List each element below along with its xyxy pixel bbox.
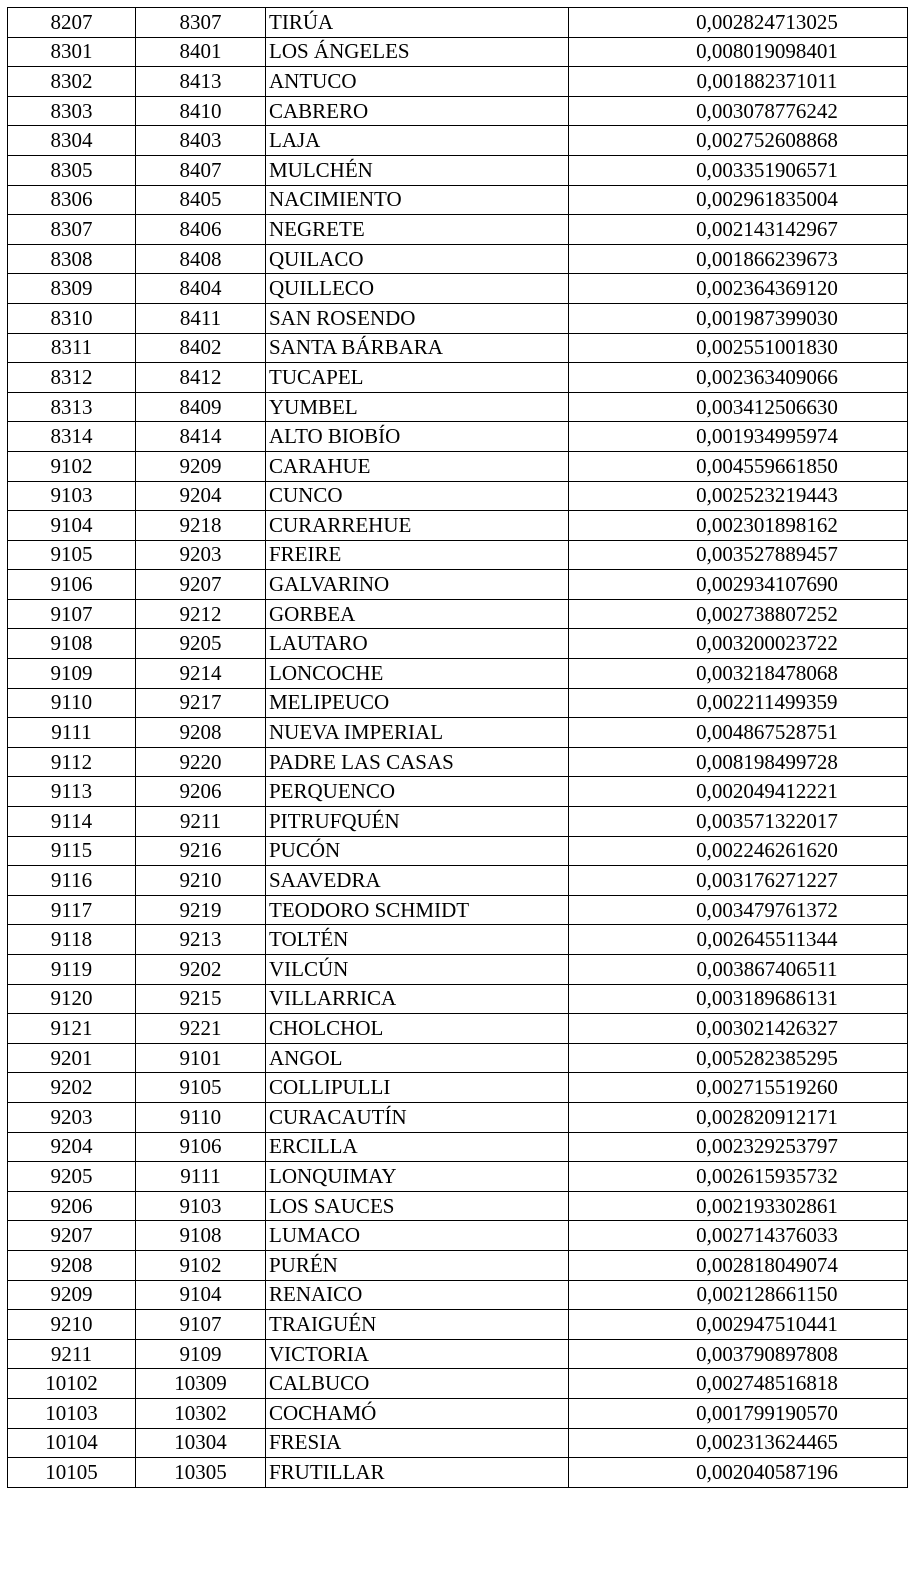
table-row bbox=[8, 629, 908, 659]
new-code-cell: 9109 bbox=[136, 1339, 266, 1369]
new-code-cell: 9202 bbox=[136, 955, 266, 985]
commune-name-cell: PUCÓN bbox=[266, 836, 569, 866]
old-code-cell: 8311 bbox=[8, 333, 136, 363]
table-row bbox=[8, 659, 908, 689]
coefficient-cell: 0,003021426327 bbox=[569, 1014, 908, 1044]
new-code-cell: 8402 bbox=[136, 333, 266, 363]
new-code-cell: 9103 bbox=[136, 1191, 266, 1221]
old-code-cell: 9111 bbox=[8, 718, 136, 748]
table-row bbox=[8, 807, 908, 837]
coefficient-cell: 0,001799190570 bbox=[569, 1398, 908, 1428]
new-code-cell: 9217 bbox=[136, 688, 266, 718]
new-code-cell: 9213 bbox=[136, 925, 266, 955]
old-code-cell: 9208 bbox=[8, 1250, 136, 1280]
coefficient-cell: 0,002193302861 bbox=[569, 1191, 908, 1221]
commune-name-cell: ANTUCO bbox=[266, 67, 569, 97]
old-code-cell: 9116 bbox=[8, 866, 136, 896]
new-code-cell: 9216 bbox=[136, 836, 266, 866]
commune-name-cell: ANGOL bbox=[266, 1043, 569, 1073]
old-code-cell: 9210 bbox=[8, 1310, 136, 1340]
table-row bbox=[8, 126, 908, 156]
new-code-cell: 8405 bbox=[136, 185, 266, 215]
table-row bbox=[8, 955, 908, 985]
table-row bbox=[8, 718, 908, 748]
commune-name-cell: RENAICO bbox=[266, 1280, 569, 1310]
commune-name-cell: LAJA bbox=[266, 126, 569, 156]
table-row bbox=[8, 96, 908, 126]
new-code-cell: 10304 bbox=[136, 1428, 266, 1458]
coefficient-cell: 0,003479761372 bbox=[569, 895, 908, 925]
old-code-cell: 8312 bbox=[8, 363, 136, 393]
commune-name-cell: PERQUENCO bbox=[266, 777, 569, 807]
commune-name-cell: PADRE LAS CASAS bbox=[266, 747, 569, 777]
coefficient-cell: 0,003189686131 bbox=[569, 984, 908, 1014]
commune-name-cell: LOS SAUCES bbox=[266, 1191, 569, 1221]
old-code-cell: 9102 bbox=[8, 451, 136, 481]
coefficient-cell: 0,002128661150 bbox=[569, 1280, 908, 1310]
new-code-cell: 8404 bbox=[136, 274, 266, 304]
new-code-cell: 8410 bbox=[136, 96, 266, 126]
new-code-cell: 9212 bbox=[136, 599, 266, 629]
old-code-cell: 9211 bbox=[8, 1339, 136, 1369]
old-code-cell: 8309 bbox=[8, 274, 136, 304]
commune-name-cell: VILLARRICA bbox=[266, 984, 569, 1014]
old-code-cell: 9120 bbox=[8, 984, 136, 1014]
table-row bbox=[8, 1102, 908, 1132]
table-row bbox=[8, 451, 908, 481]
old-code-cell: 8301 bbox=[8, 37, 136, 67]
coefficient-cell: 0,002551001830 bbox=[569, 333, 908, 363]
old-code-cell: 8306 bbox=[8, 185, 136, 215]
old-code-cell: 10105 bbox=[8, 1458, 136, 1488]
new-code-cell: 9220 bbox=[136, 747, 266, 777]
commune-name-cell: NACIMIENTO bbox=[266, 185, 569, 215]
coefficient-cell: 0,004559661850 bbox=[569, 451, 908, 481]
commune-name-cell: LOS ÁNGELES bbox=[266, 37, 569, 67]
table-row bbox=[8, 1014, 908, 1044]
new-code-cell: 9110 bbox=[136, 1102, 266, 1132]
old-code-cell: 9118 bbox=[8, 925, 136, 955]
new-code-cell: 9218 bbox=[136, 511, 266, 541]
old-code-cell: 8313 bbox=[8, 392, 136, 422]
table-row bbox=[8, 1073, 908, 1103]
coefficient-cell: 0,002947510441 bbox=[569, 1310, 908, 1340]
old-code-cell: 9203 bbox=[8, 1102, 136, 1132]
old-code-cell: 8307 bbox=[8, 215, 136, 245]
table-row bbox=[8, 37, 908, 67]
commune-name-cell: CUNCO bbox=[266, 481, 569, 511]
coefficient-cell: 0,002738807252 bbox=[569, 599, 908, 629]
table-row bbox=[8, 333, 908, 363]
coefficient-cell: 0,002748516818 bbox=[569, 1369, 908, 1399]
old-code-cell: 9110 bbox=[8, 688, 136, 718]
old-code-cell: 9206 bbox=[8, 1191, 136, 1221]
coefficient-cell: 0,002329253797 bbox=[569, 1132, 908, 1162]
new-code-cell: 9105 bbox=[136, 1073, 266, 1103]
commune-name-cell: VILCÚN bbox=[266, 955, 569, 985]
commune-name-cell: FRESIA bbox=[266, 1428, 569, 1458]
commune-name-cell: SAAVEDRA bbox=[266, 866, 569, 896]
old-code-cell: 8305 bbox=[8, 155, 136, 185]
coefficient-cell: 0,003176271227 bbox=[569, 866, 908, 896]
old-code-cell: 9113 bbox=[8, 777, 136, 807]
new-code-cell: 9205 bbox=[136, 629, 266, 659]
old-code-cell: 10102 bbox=[8, 1369, 136, 1399]
new-code-cell: 9102 bbox=[136, 1250, 266, 1280]
coefficient-cell: 0,003790897808 bbox=[569, 1339, 908, 1369]
table-row bbox=[8, 1132, 908, 1162]
new-code-cell: 8408 bbox=[136, 244, 266, 274]
table-row bbox=[8, 1191, 908, 1221]
table-row bbox=[8, 1458, 908, 1488]
coefficient-cell: 0,002961835004 bbox=[569, 185, 908, 215]
table-row bbox=[8, 155, 908, 185]
new-code-cell: 9206 bbox=[136, 777, 266, 807]
commune-name-cell: CURACAUTÍN bbox=[266, 1102, 569, 1132]
commune-name-cell: ALTO BIOBÍO bbox=[266, 422, 569, 452]
new-code-cell: 9209 bbox=[136, 451, 266, 481]
commune-name-cell: PITRUFQUÉN bbox=[266, 807, 569, 837]
coefficient-cell: 0,003527889457 bbox=[569, 540, 908, 570]
table-row bbox=[8, 8, 908, 38]
table-row bbox=[8, 1310, 908, 1340]
table-row bbox=[8, 984, 908, 1014]
coefficient-cell: 0,001934995974 bbox=[569, 422, 908, 452]
new-code-cell: 8411 bbox=[136, 303, 266, 333]
new-code-cell: 8413 bbox=[136, 67, 266, 97]
commune-name-cell: NUEVA IMPERIAL bbox=[266, 718, 569, 748]
commune-name-cell: MELIPEUCO bbox=[266, 688, 569, 718]
new-code-cell: 8409 bbox=[136, 392, 266, 422]
coefficient-cell: 0,002301898162 bbox=[569, 511, 908, 541]
coefficient-cell: 0,008019098401 bbox=[569, 37, 908, 67]
new-code-cell: 9214 bbox=[136, 659, 266, 689]
coefficient-cell: 0,002211499359 bbox=[569, 688, 908, 718]
coefficient-cell: 0,002364369120 bbox=[569, 274, 908, 304]
old-code-cell: 9104 bbox=[8, 511, 136, 541]
coefficient-cell: 0,002246261620 bbox=[569, 836, 908, 866]
new-code-cell: 9211 bbox=[136, 807, 266, 837]
table-row bbox=[8, 688, 908, 718]
table-row bbox=[8, 422, 908, 452]
commune-name-cell: TIRÚA bbox=[266, 8, 569, 38]
table-row bbox=[8, 303, 908, 333]
coefficient-cell: 0,002645511344 bbox=[569, 925, 908, 955]
coefficient-cell: 0,002143142967 bbox=[569, 215, 908, 245]
table-row bbox=[8, 570, 908, 600]
commune-name-cell: FRUTILLAR bbox=[266, 1458, 569, 1488]
coefficient-cell: 0,008198499728 bbox=[569, 747, 908, 777]
coefficient-cell: 0,003412506630 bbox=[569, 392, 908, 422]
old-code-cell: 9209 bbox=[8, 1280, 136, 1310]
old-code-cell: 9204 bbox=[8, 1132, 136, 1162]
table-row bbox=[8, 274, 908, 304]
coefficient-cell: 0,002049412221 bbox=[569, 777, 908, 807]
table-row bbox=[8, 363, 908, 393]
commune-name-cell: TRAIGUÉN bbox=[266, 1310, 569, 1340]
old-code-cell: 9112 bbox=[8, 747, 136, 777]
coefficient-cell: 0,001866239673 bbox=[569, 244, 908, 274]
old-code-cell: 9202 bbox=[8, 1073, 136, 1103]
old-code-cell: 9205 bbox=[8, 1162, 136, 1192]
commune-coefficient-table bbox=[7, 7, 908, 1488]
new-code-cell: 9101 bbox=[136, 1043, 266, 1073]
old-code-cell: 8314 bbox=[8, 422, 136, 452]
commune-name-cell: COCHAMÓ bbox=[266, 1398, 569, 1428]
coefficient-cell: 0,001882371011 bbox=[569, 67, 908, 97]
new-code-cell: 9104 bbox=[136, 1280, 266, 1310]
coefficient-cell: 0,002824713025 bbox=[569, 8, 908, 38]
table-row bbox=[8, 1280, 908, 1310]
commune-name-cell: CALBUCO bbox=[266, 1369, 569, 1399]
new-code-cell: 9210 bbox=[136, 866, 266, 896]
table-body bbox=[8, 8, 908, 1488]
table-row bbox=[8, 1043, 908, 1073]
coefficient-cell: 0,002715519260 bbox=[569, 1073, 908, 1103]
new-code-cell: 8412 bbox=[136, 363, 266, 393]
old-code-cell: 9201 bbox=[8, 1043, 136, 1073]
new-code-cell: 9108 bbox=[136, 1221, 266, 1251]
commune-name-cell: QUILACO bbox=[266, 244, 569, 274]
coefficient-cell: 0,002040587196 bbox=[569, 1458, 908, 1488]
table-row bbox=[8, 1162, 908, 1192]
commune-name-cell: LAUTARO bbox=[266, 629, 569, 659]
commune-name-cell: LONCOCHE bbox=[266, 659, 569, 689]
data-table-container bbox=[7, 7, 908, 1488]
commune-name-cell: NEGRETE bbox=[266, 215, 569, 245]
old-code-cell: 8303 bbox=[8, 96, 136, 126]
new-code-cell: 9208 bbox=[136, 718, 266, 748]
coefficient-cell: 0,003078776242 bbox=[569, 96, 908, 126]
new-code-cell: 8414 bbox=[136, 422, 266, 452]
commune-name-cell: TEODORO SCHMIDT bbox=[266, 895, 569, 925]
table-row bbox=[8, 392, 908, 422]
coefficient-cell: 0,002752608868 bbox=[569, 126, 908, 156]
commune-name-cell: TUCAPEL bbox=[266, 363, 569, 393]
table-row bbox=[8, 481, 908, 511]
new-code-cell: 9221 bbox=[136, 1014, 266, 1044]
table-row bbox=[8, 511, 908, 541]
new-code-cell: 9111 bbox=[136, 1162, 266, 1192]
table-row bbox=[8, 1250, 908, 1280]
commune-name-cell: QUILLECO bbox=[266, 274, 569, 304]
coefficient-cell: 0,002615935732 bbox=[569, 1162, 908, 1192]
old-code-cell: 8302 bbox=[8, 67, 136, 97]
coefficient-cell: 0,001987399030 bbox=[569, 303, 908, 333]
commune-name-cell: LONQUIMAY bbox=[266, 1162, 569, 1192]
commune-name-cell: LUMACO bbox=[266, 1221, 569, 1251]
table-row bbox=[8, 1339, 908, 1369]
commune-name-cell: MULCHÉN bbox=[266, 155, 569, 185]
commune-name-cell: CURARREHUE bbox=[266, 511, 569, 541]
old-code-cell: 8308 bbox=[8, 244, 136, 274]
new-code-cell: 9107 bbox=[136, 1310, 266, 1340]
new-code-cell: 8406 bbox=[136, 215, 266, 245]
commune-name-cell: CABRERO bbox=[266, 96, 569, 126]
table-row bbox=[8, 1428, 908, 1458]
table-row bbox=[8, 185, 908, 215]
old-code-cell: 9121 bbox=[8, 1014, 136, 1044]
commune-name-cell: ERCILLA bbox=[266, 1132, 569, 1162]
coefficient-cell: 0,002714376033 bbox=[569, 1221, 908, 1251]
old-code-cell: 9115 bbox=[8, 836, 136, 866]
old-code-cell: 9117 bbox=[8, 895, 136, 925]
old-code-cell: 9103 bbox=[8, 481, 136, 511]
old-code-cell: 9108 bbox=[8, 629, 136, 659]
commune-name-cell: COLLIPULLI bbox=[266, 1073, 569, 1103]
table-row bbox=[8, 1369, 908, 1399]
coefficient-cell: 0,002818049074 bbox=[569, 1250, 908, 1280]
table-row bbox=[8, 215, 908, 245]
coefficient-cell: 0,003218478068 bbox=[569, 659, 908, 689]
coefficient-cell: 0,005282385295 bbox=[569, 1043, 908, 1073]
old-code-cell: 9105 bbox=[8, 540, 136, 570]
table-row bbox=[8, 747, 908, 777]
table-row bbox=[8, 777, 908, 807]
old-code-cell: 10104 bbox=[8, 1428, 136, 1458]
table-row bbox=[8, 836, 908, 866]
coefficient-cell: 0,002934107690 bbox=[569, 570, 908, 600]
commune-name-cell: GALVARINO bbox=[266, 570, 569, 600]
new-code-cell: 9204 bbox=[136, 481, 266, 511]
commune-name-cell: TOLTÉN bbox=[266, 925, 569, 955]
coefficient-cell: 0,002523219443 bbox=[569, 481, 908, 511]
old-code-cell: 10103 bbox=[8, 1398, 136, 1428]
old-code-cell: 9114 bbox=[8, 807, 136, 837]
coefficient-cell: 0,003867406511 bbox=[569, 955, 908, 985]
table-row bbox=[8, 540, 908, 570]
new-code-cell: 8407 bbox=[136, 155, 266, 185]
new-code-cell: 9203 bbox=[136, 540, 266, 570]
coefficient-cell: 0,002363409066 bbox=[569, 363, 908, 393]
new-code-cell: 10309 bbox=[136, 1369, 266, 1399]
coefficient-cell: 0,002820912171 bbox=[569, 1102, 908, 1132]
commune-name-cell: VICTORIA bbox=[266, 1339, 569, 1369]
old-code-cell: 9109 bbox=[8, 659, 136, 689]
commune-name-cell: CARAHUE bbox=[266, 451, 569, 481]
table-row bbox=[8, 244, 908, 274]
old-code-cell: 9207 bbox=[8, 1221, 136, 1251]
table-row bbox=[8, 67, 908, 97]
old-code-cell: 8207 bbox=[8, 8, 136, 38]
commune-name-cell: FREIRE bbox=[266, 540, 569, 570]
new-code-cell: 8401 bbox=[136, 37, 266, 67]
commune-name-cell: PURÉN bbox=[266, 1250, 569, 1280]
coefficient-cell: 0,002313624465 bbox=[569, 1428, 908, 1458]
new-code-cell: 10302 bbox=[136, 1398, 266, 1428]
commune-name-cell: GORBEA bbox=[266, 599, 569, 629]
new-code-cell: 10305 bbox=[136, 1458, 266, 1488]
coefficient-cell: 0,003351906571 bbox=[569, 155, 908, 185]
new-code-cell: 9106 bbox=[136, 1132, 266, 1162]
old-code-cell: 9107 bbox=[8, 599, 136, 629]
old-code-cell: 8310 bbox=[8, 303, 136, 333]
coefficient-cell: 0,003200023722 bbox=[569, 629, 908, 659]
new-code-cell: 8307 bbox=[136, 8, 266, 38]
table-row bbox=[8, 1398, 908, 1428]
commune-name-cell: SAN ROSENDO bbox=[266, 303, 569, 333]
table-row bbox=[8, 1221, 908, 1251]
new-code-cell: 8403 bbox=[136, 126, 266, 156]
old-code-cell: 9106 bbox=[8, 570, 136, 600]
commune-name-cell: CHOLCHOL bbox=[266, 1014, 569, 1044]
new-code-cell: 9215 bbox=[136, 984, 266, 1014]
new-code-cell: 9207 bbox=[136, 570, 266, 600]
table-row bbox=[8, 866, 908, 896]
table-row bbox=[8, 895, 908, 925]
old-code-cell: 9119 bbox=[8, 955, 136, 985]
commune-name-cell: YUMBEL bbox=[266, 392, 569, 422]
coefficient-cell: 0,003571322017 bbox=[569, 807, 908, 837]
table-row bbox=[8, 925, 908, 955]
old-code-cell: 8304 bbox=[8, 126, 136, 156]
coefficient-cell: 0,004867528751 bbox=[569, 718, 908, 748]
table-row bbox=[8, 599, 908, 629]
commune-name-cell: SANTA BÁRBARA bbox=[266, 333, 569, 363]
new-code-cell: 9219 bbox=[136, 895, 266, 925]
